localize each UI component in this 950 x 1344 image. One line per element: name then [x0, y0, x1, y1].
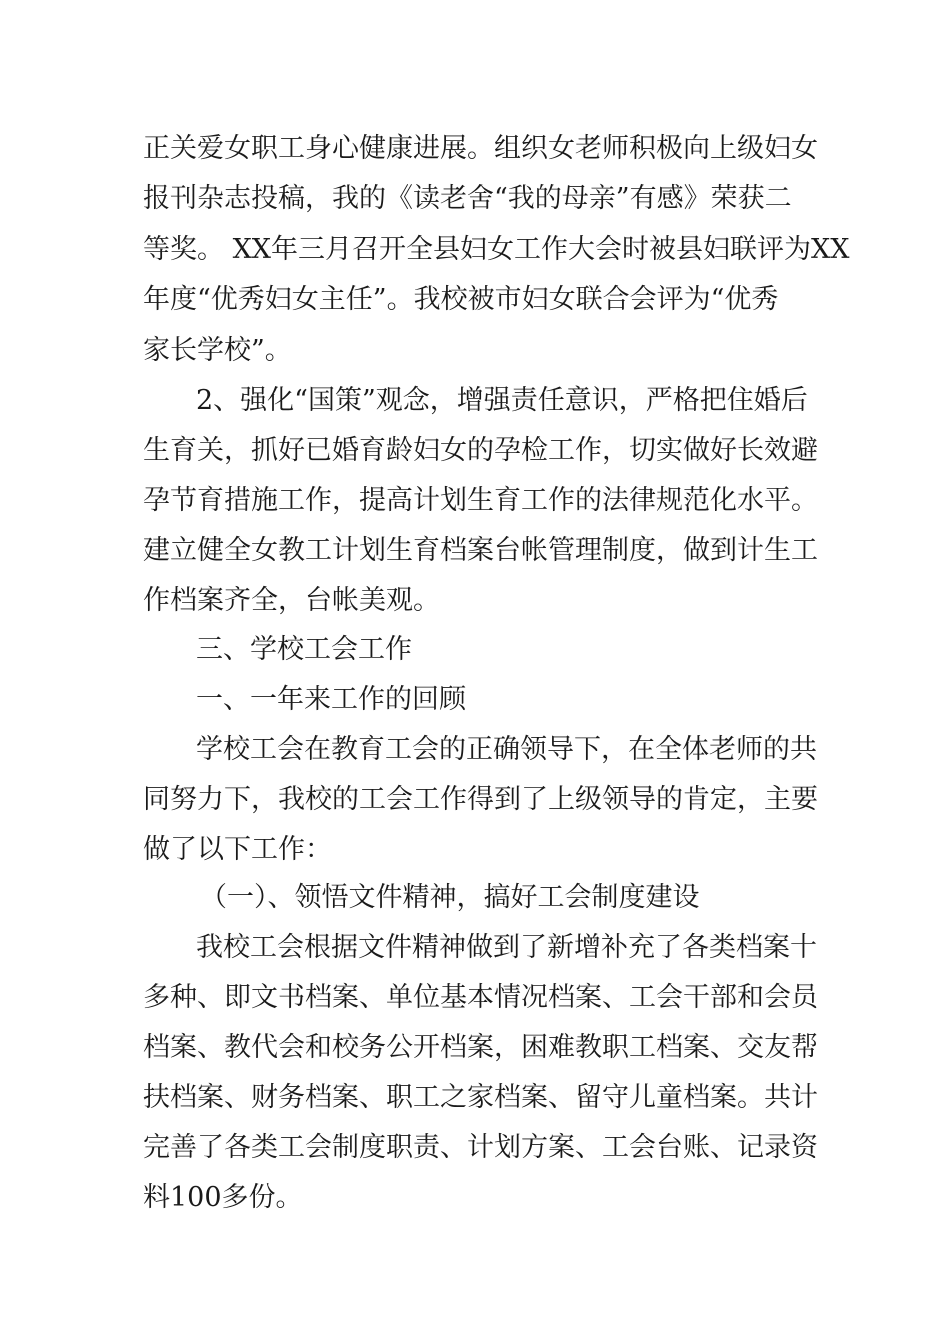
paragraph-start-line: 学校工会在教育工会的正确领导下，在全体老师的共: [196, 734, 817, 765]
text-line: 正关爱女职工身心健康进展。组织女老师积极向上级妇女: [143, 133, 818, 164]
text-line: 多种、即文书档案、单位基本情况档案、工会干部和会员: [143, 982, 818, 1013]
text-line: 档案、教代会和校务公开档案，困难教职工档案、交友帮: [143, 1032, 818, 1063]
paragraph-start-line: 我校工会根据文件精神做到了新增补充了各类档案十: [196, 932, 817, 963]
text-line: 年度“优秀妇女主任”。我校被市妇女联合会评为“优秀: [143, 284, 779, 315]
text-line: 报刊杂志投稿，我的《读老舍“我的母亲”有感》荣获二: [143, 183, 792, 214]
text-line: 孕节育措施工作，提高计划生育工作的法律规范化水平。: [143, 485, 818, 516]
text-line: 建立健全女教工计划生育档案台帐管理制度，做到计生工: [143, 535, 818, 566]
text-line: 家长学校”。: [143, 335, 292, 366]
section-heading: 三、学校工会工作: [196, 634, 412, 665]
subsection-heading: 一、一年来工作的回顾: [196, 684, 466, 715]
text-line: 完善了各类工会制度职责、计划方案、工会台账、记录资: [143, 1132, 818, 1163]
text-line: 同努力下，我校的工会工作得到了上级领导的肯定，主要: [143, 784, 818, 815]
text-line: 生育关，抓好已婚育龄妇女的孕检工作，切实做好长效避: [143, 435, 818, 466]
text-line: 扶档案、财务档案、职工之家档案、留守儿童档案。共计: [143, 1082, 818, 1113]
text-line: 做了以下工作：: [143, 834, 332, 865]
paragraph-start-line: 2、强化“国策”观念，增强责任意识，严格把住婚后: [196, 385, 808, 416]
item-heading: （一）、领悟文件精神，搞好工会制度建设: [200, 882, 700, 913]
text-line: 等奖。 XX年三月召开全县妇女工作大会时被县妇联评为XX: [143, 234, 850, 265]
text-line: 作档案齐全，台帐美观。: [143, 585, 440, 616]
text-line: 料100多份。: [143, 1182, 303, 1213]
